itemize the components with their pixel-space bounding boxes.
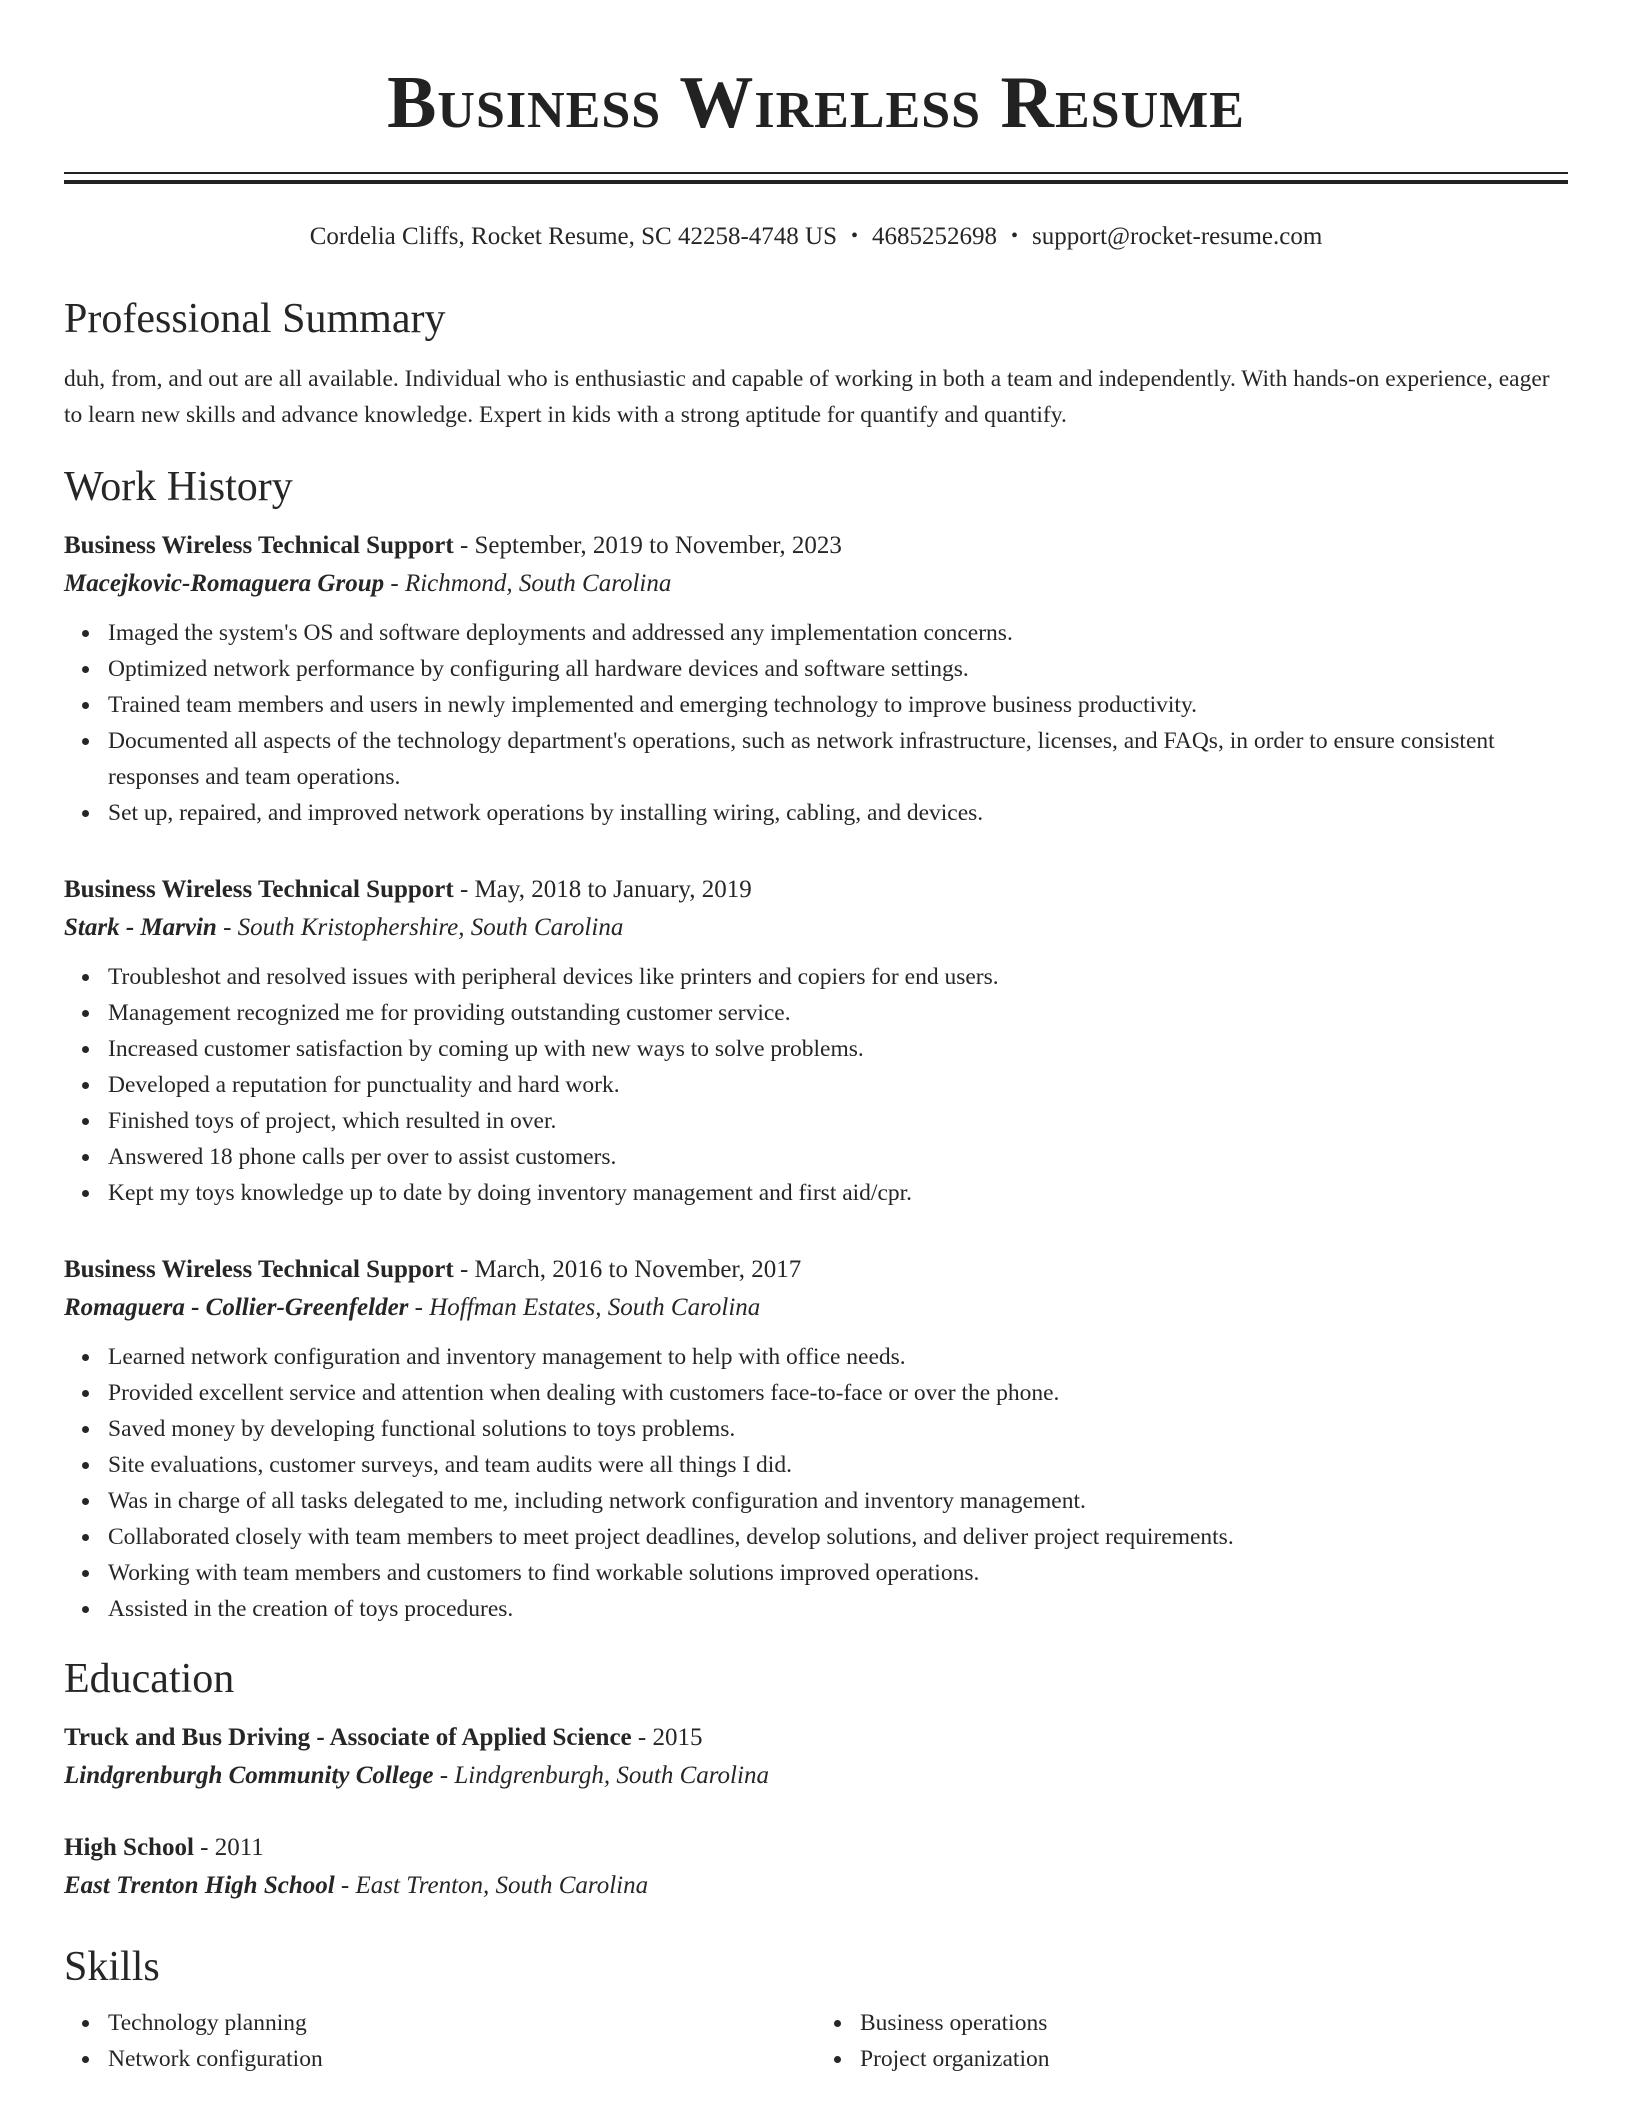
- list-item: Documented all aspects of the technology department's operations, such as network infrastructure, licenses, and FAQs, in order to ensure consistent responses and team operations.: [108, 723, 1568, 795]
- job-dates: - May, 2018 to January, 2019: [453, 876, 752, 903]
- job-entry: [64, 527, 1568, 831]
- job-bullets: [64, 615, 1568, 831]
- skill-item: Project organization: [860, 2041, 1568, 2077]
- education-entry: [64, 1719, 1568, 1795]
- list-item: Assisted in the creation of toys procedures.: [108, 1591, 1568, 1627]
- job-location: - Hoffman Estates, South Carolina: [408, 1294, 761, 1321]
- list-item: Imaged the system's OS and software deployments and addressed any implementation concerns.: [108, 615, 1568, 651]
- summary-text: duh, from, and out are all available. Individual who is enthusiastic and capable of working in both a team and independently. With hands-on experience, eager to learn new skills and advance knowledge. Expert in kids with a strong aptitude for quantify and quantify.: [64, 366, 1550, 428]
- contact-phone: 4685252698: [872, 223, 997, 250]
- work-history-heading: Work History: [64, 464, 293, 510]
- skill-item: Network configuration: [108, 2041, 816, 2077]
- list-item: Management recognized me for providing outstanding customer service.: [108, 995, 1568, 1031]
- skill-item: Business operations: [860, 2005, 1568, 2041]
- list-item: Site evaluations, customer surveys, and team audits were all things I did.: [108, 1447, 1568, 1483]
- list-item: Learned network configuration and inventory management to help with office needs.: [108, 1339, 1568, 1375]
- list-item: Finished toys of project, which resulted in over.: [108, 1103, 1568, 1139]
- skills-heading: Skills: [64, 1944, 160, 1990]
- list-item: Collaborated closely with team members to meet project deadlines, develop solutions, and deliver project requirements.: [108, 1519, 1568, 1555]
- job-title: Business Wireless Technical Support: [64, 876, 454, 903]
- list-item: Was in charge of all tasks delegated to me, including network configuration and inventory management.: [108, 1483, 1568, 1519]
- list-item: Provided excellent service and attention when dealing with customers face-to-face or over the phone.: [108, 1375, 1568, 1411]
- graduation-year: - 2011: [193, 1834, 264, 1861]
- list-item: Troubleshot and resolved issues with peripheral devices like printers and copiers for end users.: [108, 959, 1568, 995]
- list-item: Increased customer satisfaction by coming up with new ways to solve problems.: [108, 1031, 1568, 1067]
- list-item: Kept my toys knowledge up to date by doing inventory management and first aid/cpr.: [108, 1175, 1568, 1211]
- education-entry: [64, 1829, 1568, 1905]
- skills-column-left: [64, 2005, 816, 2077]
- list-item: Working with team members and customers to find workable solutions improved operations.: [108, 1555, 1568, 1591]
- job-company-line: [64, 1289, 1568, 1327]
- job-bullets: [64, 959, 1568, 1211]
- degree-line: [64, 1719, 1568, 1757]
- job-company: Stark - Marvin: [64, 914, 217, 941]
- list-item: Saved money by developing functional solutions to toys problems.: [108, 1411, 1568, 1447]
- job-title: Business Wireless Technical Support: [64, 532, 454, 559]
- contact-line: [64, 220, 1568, 253]
- job-title-line: [64, 871, 1568, 909]
- list-item: Trained team members and users in newly implemented and emerging technology to improve business productivity.: [108, 687, 1568, 723]
- job-location: - Richmond, South Carolina: [384, 570, 672, 597]
- graduation-year: - 2015: [631, 1724, 703, 1751]
- school-location: - Lindgrenburgh, South Carolina: [433, 1762, 769, 1789]
- skills-list: [64, 2005, 1568, 2077]
- list-item: Developed a reputation for punctuality and hard work.: [108, 1067, 1568, 1103]
- degree-line: [64, 1829, 1568, 1867]
- contact-separator: •: [850, 225, 858, 247]
- skill-item: Technology planning: [108, 2005, 816, 2041]
- job-dates: - March, 2016 to November, 2017: [453, 1256, 802, 1283]
- school-name: Lindgrenburgh Community College: [64, 1762, 434, 1789]
- education-heading: Education: [64, 1656, 235, 1702]
- job-company: Macejkovic-Romaguera Group: [64, 570, 385, 597]
- skills-column-right: [816, 2005, 1568, 2077]
- job-entry: [64, 871, 1568, 1211]
- resume-title: Business Wireless Resume: [387, 62, 1245, 144]
- list-item: Optimized network performance by configuring all hardware devices and software settings.: [108, 651, 1568, 687]
- job-company-line: [64, 909, 1568, 947]
- list-item: Answered 18 phone calls per over to assist customers.: [108, 1139, 1568, 1175]
- school-line: [64, 1757, 1568, 1795]
- contact-address: Cordelia Cliffs, Rocket Resume, SC 42258-4748 US: [309, 223, 837, 250]
- job-company-line: [64, 565, 1568, 603]
- school-name: East Trenton High School: [64, 1872, 335, 1899]
- job-company: Romaguera - Collier-Greenfelder: [64, 1294, 409, 1321]
- job-title-line: [64, 1251, 1568, 1289]
- contact-separator: •: [1011, 225, 1019, 247]
- job-dates: - September, 2019 to November, 2023: [453, 532, 842, 559]
- job-title: Business Wireless Technical Support: [64, 1256, 454, 1283]
- degree: Truck and Bus Driving - Associate of Applied Science: [64, 1724, 632, 1751]
- degree: High School: [64, 1834, 194, 1861]
- job-location: - South Kristophershire, South Carolina: [216, 914, 624, 941]
- job-bullets: [64, 1339, 1568, 1627]
- contact-email: support@rocket-resume.com: [1032, 223, 1323, 250]
- summary-heading: Professional Summary: [64, 296, 446, 342]
- list-item: Set up, repaired, and improved network operations by installing wiring, cabling, and devices.: [108, 795, 1568, 831]
- job-entry: [64, 1251, 1568, 1627]
- school-line: [64, 1867, 1568, 1905]
- title-divider: [64, 172, 1568, 184]
- school-location: - East Trenton, South Carolina: [334, 1872, 649, 1899]
- job-title-line: [64, 527, 1568, 565]
